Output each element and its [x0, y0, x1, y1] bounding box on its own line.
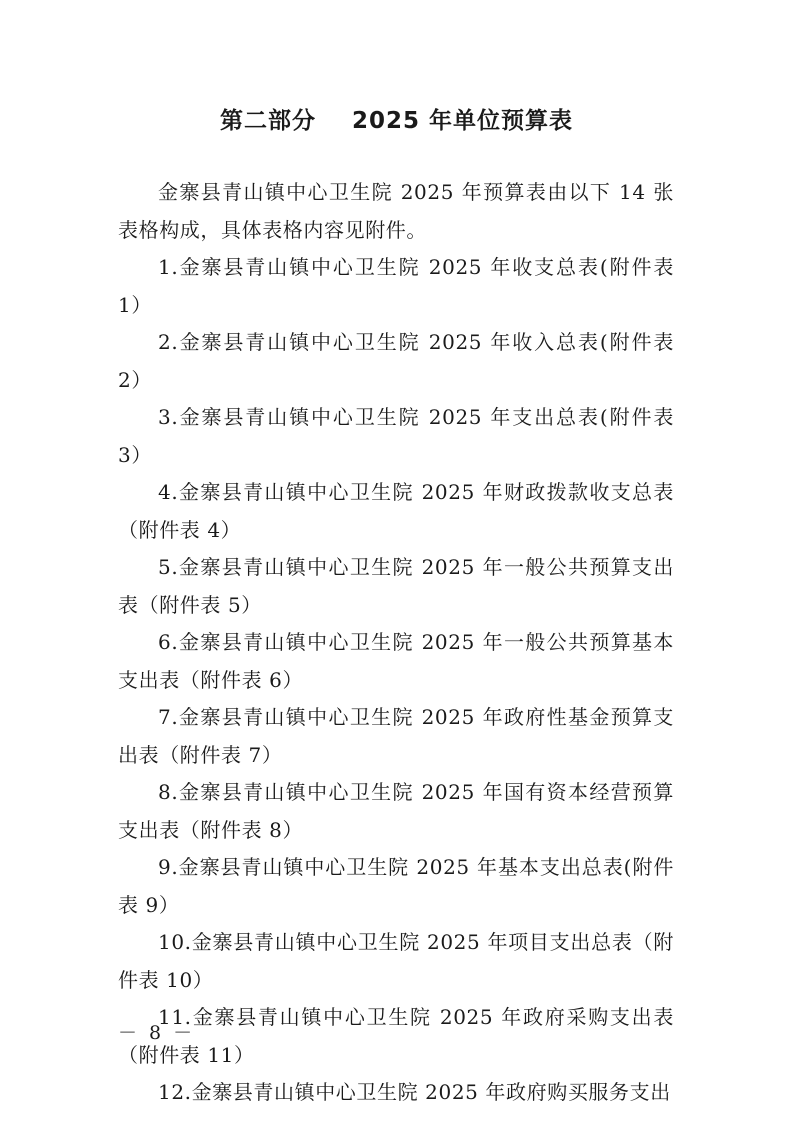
list-item: 12.金寨县青山镇中心卫生院 2025 年政府购买服务支出	[158, 1080, 671, 1104]
list-item: 3.金寨县青山镇中心卫生院 2025 年支出总表(附件表 3）	[118, 405, 674, 467]
list-item: 5.金寨县青山镇中心卫生院 2025 年一般公共预算支出表（附件表 5）	[118, 555, 674, 617]
list-item: 2.金寨县青山镇中心卫生院 2025 年收入总表(附件表 2）	[118, 330, 674, 392]
page-number: － 8 －	[118, 1022, 196, 1044]
list-item: 8.金寨县青山镇中心卫生院 2025 年国有资本经营预算支出表（附件表 8）	[118, 780, 674, 842]
list-item: 11.金寨县青山镇中心卫生院 2025 年政府采购支出表（附件表 11）	[118, 1005, 674, 1067]
list-item: 6.金寨县青山镇中心卫生院 2025 年一般公共预算基本支出表（附件表 6）	[118, 630, 674, 692]
list-item: 1.金寨县青山镇中心卫生院 2025 年收支总表(附件表 1）	[118, 255, 674, 317]
list-item: 9.金寨县青山镇中心卫生院 2025 年基本支出总表(附件表 9）	[118, 855, 674, 917]
page-title: 第二部分 2025 年单位预算表	[219, 108, 574, 134]
intro-paragraph: 金寨县青山镇中心卫生院 2025 年预算表由以下 14 张表格构成，具体表格内容见附件。	[118, 180, 674, 242]
list-item: 4.金寨县青山镇中心卫生院 2025 年财政拨款收支总表（附件表 4）	[118, 480, 674, 542]
document-body	[118, 174, 674, 1112]
list-item: 7.金寨县青山镇中心卫生院 2025 年政府性基金预算支出表（附件表 7）	[118, 705, 674, 767]
list-item: 10.金寨县青山镇中心卫生院 2025 年项目支出总表（附件表 10）	[118, 930, 674, 992]
